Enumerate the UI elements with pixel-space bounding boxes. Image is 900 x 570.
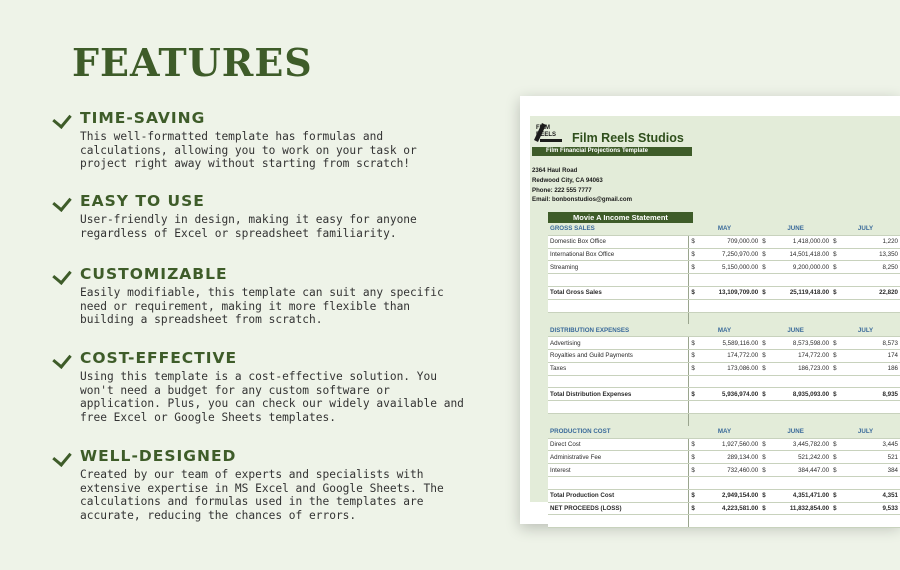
empty-cell <box>548 515 689 528</box>
currency-symbol: $ <box>760 489 776 502</box>
feature-title: CUSTOMIZABLE <box>80 265 228 283</box>
empty-cell <box>705 413 760 425</box>
month-header: MAY <box>689 223 760 235</box>
currency-symbol: $ <box>689 337 706 350</box>
table-row <box>548 337 900 350</box>
template-subtitle: Film Financial Projections Template <box>532 147 692 156</box>
amount-cell: 2,949,154.00 <box>705 489 760 502</box>
section-header: PRODUCTION COST <box>548 426 689 438</box>
currency-symbol: $ <box>689 388 706 401</box>
empty-cell <box>705 299 760 312</box>
amount-cell: 709,000.00 <box>705 235 760 248</box>
total-row <box>548 489 900 502</box>
currency-symbol: $ <box>689 438 706 451</box>
feature-customizable <box>56 265 466 327</box>
amount-cell: 1,220 <box>847 235 900 248</box>
empty-cell <box>689 274 706 287</box>
currency-symbol: $ <box>831 438 847 451</box>
empty-cell <box>548 274 689 287</box>
logo-text: FILM REELS <box>536 125 557 138</box>
empty-cell <box>760 312 776 324</box>
blank-row <box>548 312 900 324</box>
empty-cell <box>689 312 706 324</box>
empty-cell <box>847 401 900 414</box>
empty-cell <box>831 413 847 425</box>
amount-cell: 25,119,418.00 <box>776 286 831 299</box>
empty-cell <box>831 375 847 388</box>
currency-symbol: $ <box>689 235 706 248</box>
empty-cell <box>831 401 847 414</box>
amount-cell: 4,351,471.00 <box>776 489 831 502</box>
currency-symbol: $ <box>689 248 706 261</box>
empty-cell <box>548 476 689 489</box>
amount-cell: 4,223,581.00 <box>705 502 760 515</box>
row-label: Total Distribution Expenses <box>548 388 689 401</box>
feature-title: TIME-SAVING <box>80 109 206 127</box>
table-row <box>548 235 900 248</box>
empty-cell <box>847 515 900 528</box>
amount-cell: 521 <box>847 451 900 464</box>
empty-cell <box>776 401 831 414</box>
blank-row <box>548 515 900 528</box>
empty-cell <box>776 274 831 287</box>
section-header: GROSS SALES <box>548 223 689 235</box>
amount-cell: 174,772.00 <box>705 349 760 362</box>
empty-cell <box>705 515 760 528</box>
empty-cell <box>847 413 900 425</box>
empty-cell <box>760 476 776 489</box>
amount-cell: 5,936,974.00 <box>705 388 760 401</box>
checkmark-icon <box>52 265 71 285</box>
currency-symbol: $ <box>760 438 776 451</box>
amount-cell: 9,200,000.00 <box>776 261 831 274</box>
empty-cell <box>847 299 900 312</box>
currency-symbol: $ <box>831 362 847 375</box>
section-header-row <box>548 324 900 336</box>
empty-cell <box>847 375 900 388</box>
amount-cell: 173,086.00 <box>705 362 760 375</box>
currency-symbol: $ <box>760 362 776 375</box>
currency-symbol: $ <box>689 349 706 362</box>
amount-cell: 3,445,782.00 <box>776 438 831 451</box>
amount-cell: 186 <box>847 362 900 375</box>
row-label: Taxes <box>548 362 689 375</box>
film-reel-logo <box>532 120 570 144</box>
feature-title: WELL-DESIGNED <box>80 447 237 465</box>
currency-symbol: $ <box>689 451 706 464</box>
amount-cell: 8,935 <box>847 388 900 401</box>
table-row <box>548 464 900 477</box>
empty-cell <box>705 312 760 324</box>
empty-cell <box>705 476 760 489</box>
amount-cell: 384 <box>847 464 900 477</box>
month-header: JUNE <box>760 426 831 438</box>
statement-title: Movie A Income Statement <box>548 212 693 223</box>
amount-cell: 8,250 <box>847 261 900 274</box>
currency-symbol: $ <box>831 464 847 477</box>
amount-cell: 13,350 <box>847 248 900 261</box>
section-header-row <box>548 223 900 235</box>
month-header: MAY <box>689 324 760 336</box>
amount-cell: 8,573 <box>847 337 900 350</box>
company-name: Film Reels Studios <box>572 131 684 145</box>
feature-description: Created by our team of experts and specialists with extensive expertise in MS Excel and Google Sheets. The calculations and formulas used in the templates are accurate, reducing the chances of errors. <box>80 468 444 522</box>
empty-cell <box>847 274 900 287</box>
checkmark-icon <box>52 192 71 212</box>
row-label: NET PROCEEDS (LOSS) <box>548 502 689 515</box>
blank-row <box>548 299 900 312</box>
empty-cell <box>689 413 706 425</box>
empty-cell <box>689 515 706 528</box>
blank-row <box>548 274 900 287</box>
currency-symbol: $ <box>689 261 706 274</box>
amount-cell: 732,460.00 <box>705 464 760 477</box>
empty-cell <box>548 401 689 414</box>
amount-cell: 7,250,970.00 <box>705 248 760 261</box>
amount-cell: 1,927,560.00 <box>705 438 760 451</box>
currency-symbol: $ <box>760 248 776 261</box>
currency-symbol: $ <box>831 489 847 502</box>
table-row <box>548 362 900 375</box>
currency-symbol: $ <box>760 286 776 299</box>
month-header: JULY <box>831 324 900 336</box>
empty-cell <box>548 375 689 388</box>
feature-description: This well-formatted template has formulas and calculations, allowing you to work on your task or project right away without starting from scratch! <box>80 130 417 171</box>
spreadsheet-page <box>530 116 900 512</box>
currency-symbol: $ <box>760 502 776 515</box>
month-header: MAY <box>689 426 760 438</box>
empty-cell <box>689 299 706 312</box>
empty-cell <box>776 515 831 528</box>
currency-symbol: $ <box>760 337 776 350</box>
amount-cell: 5,589,116.00 <box>705 337 760 350</box>
amount-cell: 9,533 <box>847 502 900 515</box>
amount-cell: 11,832,854.00 <box>776 502 831 515</box>
currency-symbol: $ <box>689 464 706 477</box>
row-label: Domestic Box Office <box>548 235 689 248</box>
currency-symbol: $ <box>689 502 706 515</box>
empty-cell <box>548 413 689 425</box>
empty-cell <box>776 312 831 324</box>
row-label: Direct Cost <box>548 438 689 451</box>
currency-symbol: $ <box>831 235 847 248</box>
row-label: Interest <box>548 464 689 477</box>
section-header: DISTRIBUTION EXPENSES <box>548 324 689 336</box>
feature-well-designed <box>56 447 466 522</box>
currency-symbol: $ <box>831 337 847 350</box>
blank-row <box>548 375 900 388</box>
empty-cell <box>548 299 689 312</box>
currency-symbol: $ <box>760 235 776 248</box>
empty-cell <box>689 375 706 388</box>
empty-cell <box>760 299 776 312</box>
row-label: Administrative Fee <box>548 451 689 464</box>
currency-symbol: $ <box>831 286 847 299</box>
empty-cell <box>705 401 760 414</box>
empty-cell <box>689 401 706 414</box>
empty-cell <box>831 274 847 287</box>
currency-symbol: $ <box>831 388 847 401</box>
amount-cell: 1,418,000.00 <box>776 235 831 248</box>
empty-cell <box>760 413 776 425</box>
empty-cell <box>548 312 689 324</box>
month-header: JUNE <box>760 324 831 336</box>
empty-cell <box>705 375 760 388</box>
empty-cell <box>689 476 706 489</box>
empty-cell <box>847 476 900 489</box>
empty-cell <box>705 274 760 287</box>
currency-symbol: $ <box>760 349 776 362</box>
table-row <box>548 438 900 451</box>
row-label: International Box Office <box>548 248 689 261</box>
currency-symbol: $ <box>689 286 706 299</box>
net-proceeds-row <box>548 502 900 515</box>
amount-cell: 174 <box>847 349 900 362</box>
empty-cell <box>776 476 831 489</box>
table-row <box>548 451 900 464</box>
checkmark-icon <box>52 109 71 129</box>
amount-cell: 174,772.00 <box>776 349 831 362</box>
feature-title: COST-EFFECTIVE <box>80 349 238 367</box>
feature-easy-to-use <box>56 192 466 240</box>
currency-symbol: $ <box>689 489 706 502</box>
amount-cell: 4,351 <box>847 489 900 502</box>
spreadsheet-preview <box>520 96 900 524</box>
currency-symbol: $ <box>760 388 776 401</box>
amount-cell: 8,573,598.00 <box>776 337 831 350</box>
row-label: Streaming <box>548 261 689 274</box>
row-label: Total Gross Sales <box>548 286 689 299</box>
empty-cell <box>760 401 776 414</box>
feature-description: Using this template is a cost-effective solution. You won't need a budget for any custom software or application. Plus, you can check our widely available and free Excel or Google Sheets templates. <box>80 370 464 424</box>
currency-symbol: $ <box>831 248 847 261</box>
amount-cell: 186,723.00 <box>776 362 831 375</box>
table-row <box>548 349 900 362</box>
month-header: JUNE <box>760 223 831 235</box>
month-header: JULY <box>831 223 900 235</box>
checkmark-icon <box>52 349 71 369</box>
amount-cell: 14,501,418.00 <box>776 248 831 261</box>
empty-cell <box>831 299 847 312</box>
row-label: Advertising <box>548 337 689 350</box>
currency-symbol: $ <box>760 261 776 274</box>
feature-cost-effective <box>56 349 466 424</box>
empty-cell <box>760 375 776 388</box>
blank-row <box>548 401 900 414</box>
currency-symbol: $ <box>831 349 847 362</box>
amount-cell: 384,447.00 <box>776 464 831 477</box>
empty-cell <box>831 476 847 489</box>
section-header-row <box>548 426 900 438</box>
currency-symbol: $ <box>760 451 776 464</box>
blank-row <box>548 413 900 425</box>
currency-symbol: $ <box>831 502 847 515</box>
table-row <box>548 248 900 261</box>
empty-cell <box>776 299 831 312</box>
currency-symbol: $ <box>760 464 776 477</box>
feature-time-saving <box>56 109 466 171</box>
month-header: JULY <box>831 426 900 438</box>
currency-symbol: $ <box>831 451 847 464</box>
blank-row <box>548 476 900 489</box>
amount-cell: 8,935,093.00 <box>776 388 831 401</box>
amount-cell: 13,109,709.00 <box>705 286 760 299</box>
page-title: FEATURES <box>72 40 313 85</box>
feature-description: Easily modifiable, this template can suit any specific need or requirement, making it more flexible than building a spreadsheet from scratch. <box>80 286 444 327</box>
income-statement-table <box>548 223 900 528</box>
currency-symbol: $ <box>689 362 706 375</box>
amount-cell: 22,820 <box>847 286 900 299</box>
empty-cell <box>776 375 831 388</box>
total-row <box>548 388 900 401</box>
empty-cell <box>776 413 831 425</box>
amount-cell: 289,134.00 <box>705 451 760 464</box>
empty-cell <box>847 312 900 324</box>
amount-cell: 521,242.00 <box>776 451 831 464</box>
empty-cell <box>760 515 776 528</box>
table-row <box>548 261 900 274</box>
feature-description: User-friendly in design, making it easy for anyone regardless of Excel or spreadsheet familiarity. <box>80 213 417 240</box>
row-label: Total Production Cost <box>548 489 689 502</box>
empty-cell <box>760 274 776 287</box>
amount-cell: 3,445 <box>847 438 900 451</box>
currency-symbol: $ <box>831 261 847 274</box>
empty-cell <box>831 515 847 528</box>
company-address: 2364 Haul Road Redwood City, CA 94063 Phone: 222 555 7777 Email: bonbonstudios@gmail.com <box>532 167 633 204</box>
row-label: Royalties and Guild Payments <box>548 349 689 362</box>
total-row <box>548 286 900 299</box>
empty-cell <box>831 312 847 324</box>
checkmark-icon <box>52 447 71 467</box>
amount-cell: 5,150,000.00 <box>705 261 760 274</box>
feature-title: EASY TO USE <box>80 192 205 210</box>
